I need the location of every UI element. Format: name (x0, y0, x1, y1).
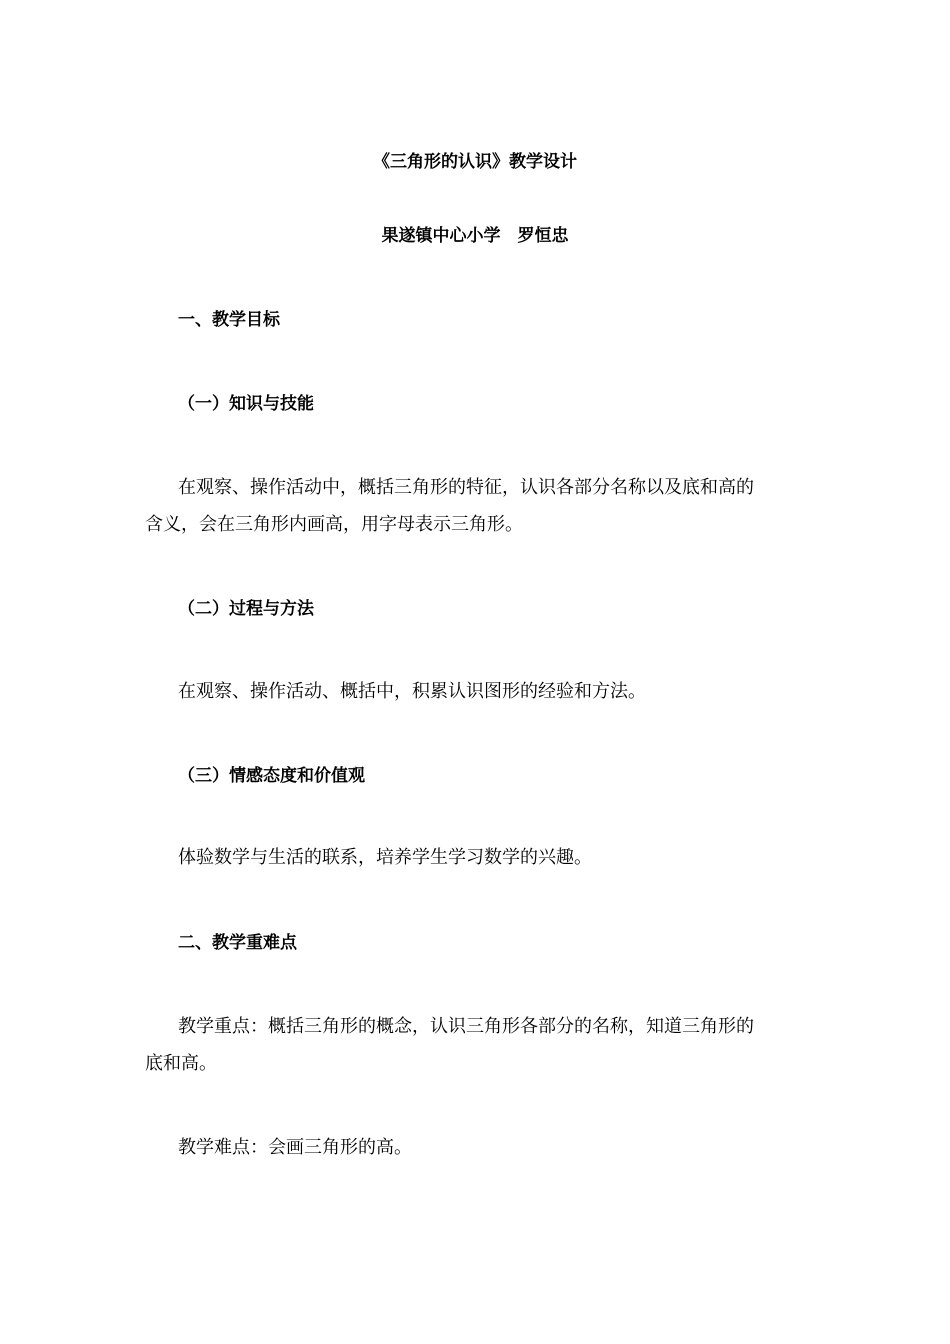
subsection-heading-knowledge: （一）知识与技能 (178, 394, 314, 414)
process-text: 在观察、操作活动、概括中，积累认识图形的经验和方法。 (178, 681, 646, 702)
subsection-heading-process: （二）过程与方法 (178, 599, 314, 619)
attitude-text: 体验数学与生活的联系，培养学生学习数学的兴趣。 (178, 847, 592, 868)
knowledge-text-line-2: 含义，会在三角形内画高，用字母表示三角形。 (145, 514, 523, 535)
subsection-heading-attitude: （三）情感态度和价值观 (178, 766, 365, 786)
document-title: 《三角形的认识》教学设计 (373, 152, 577, 172)
knowledge-text-line-1: 在观察、操作活动中，概括三角形的特征，认识各部分名称以及底和高的 (178, 477, 754, 498)
section-heading-key-points: 二、教学重难点 (178, 933, 297, 953)
section-heading-goals: 一、教学目标 (178, 310, 280, 330)
focus-text-line-2: 底和高。 (145, 1053, 217, 1074)
difficulty-text: 教学难点：会画三角形的高。 (178, 1137, 412, 1158)
document-author: 果遂镇中心小学 罗恒忠 (381, 226, 569, 246)
focus-text-line-1: 教学重点：概括三角形的概念，认识三角形各部分的名称，知道三角形的 (178, 1016, 754, 1037)
